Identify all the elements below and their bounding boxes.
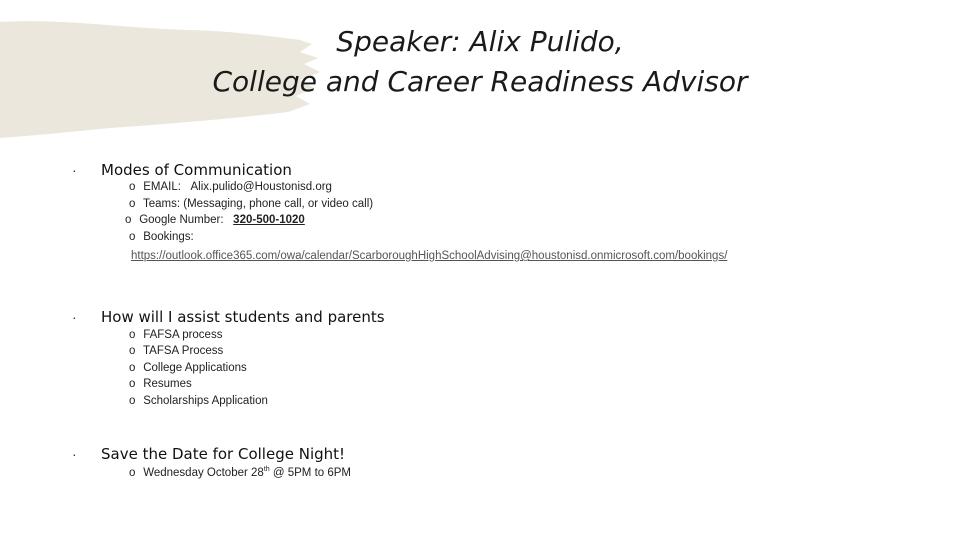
bullet-dot: · [72,309,77,325]
bullet-dot: · [72,446,77,462]
teams-text: Teams: (Messaging, phone call, or video call) [143,198,374,210]
sub-bullet: o [129,329,136,341]
list-item-bookings [129,231,194,243]
google-number-label: Google Number: [139,214,224,226]
sub-bullet: o [129,198,136,210]
email-value[interactable]: Alix.pulido@Houstonisd.org [190,181,332,193]
sub-bullet: o [129,181,136,193]
list-item [129,378,192,390]
date-ordinal: th [263,466,270,473]
list-item [129,395,268,407]
google-number-value[interactable]: 320-500-1020 [233,214,305,226]
email-label: EMAIL: [143,181,181,193]
sub-bullet: o [129,395,136,407]
list-item-email [129,181,332,193]
assist-item-fafsa: FAFSA process [143,329,223,341]
assist-item-scholarships: Scholarships Application [143,395,268,407]
assist-item-college-applications: College Applications [143,362,247,374]
list-item [129,362,247,374]
sub-bullet: o [125,214,132,226]
sub-bullet: o [129,231,136,243]
list-item-college-night-date [129,466,351,479]
heading-save-the-date: Save the Date for College Night! [101,445,346,463]
assist-item-resumes: Resumes [143,378,192,390]
bullet-dot: · [72,162,77,178]
list-item-google-number [125,214,305,226]
bookings-link-row [131,250,727,262]
sub-bullet: o [129,345,136,357]
sub-bullet: o [129,378,136,390]
slide-title [150,22,810,102]
heading-assist-students: How will I assist students and parents [101,308,385,326]
list-item-teams [129,198,373,210]
title-line-1: Speaker: Alix Pulido, [336,25,624,58]
date-text: Wednesday October 28 [143,466,264,479]
time-text: @ 5PM to 6PM [269,466,352,479]
bookings-label: Bookings: [143,231,194,243]
title-line-2: College and Career Readiness Advisor [212,65,748,98]
bookings-link[interactable]: https://outlook.office365.com/owa/calendar/ScarboroughHighSchoolAdvising@houstonisd.onmicrosoft.com/bookings/ [131,250,728,262]
heading-modes-of-communication: Modes of Communication [101,161,292,179]
sub-bullet: o [129,362,136,374]
assist-item-tafsa: TAFSA Process [143,345,224,357]
list-item [129,329,222,341]
list-item [129,345,223,357]
sub-bullet: o [129,466,136,479]
